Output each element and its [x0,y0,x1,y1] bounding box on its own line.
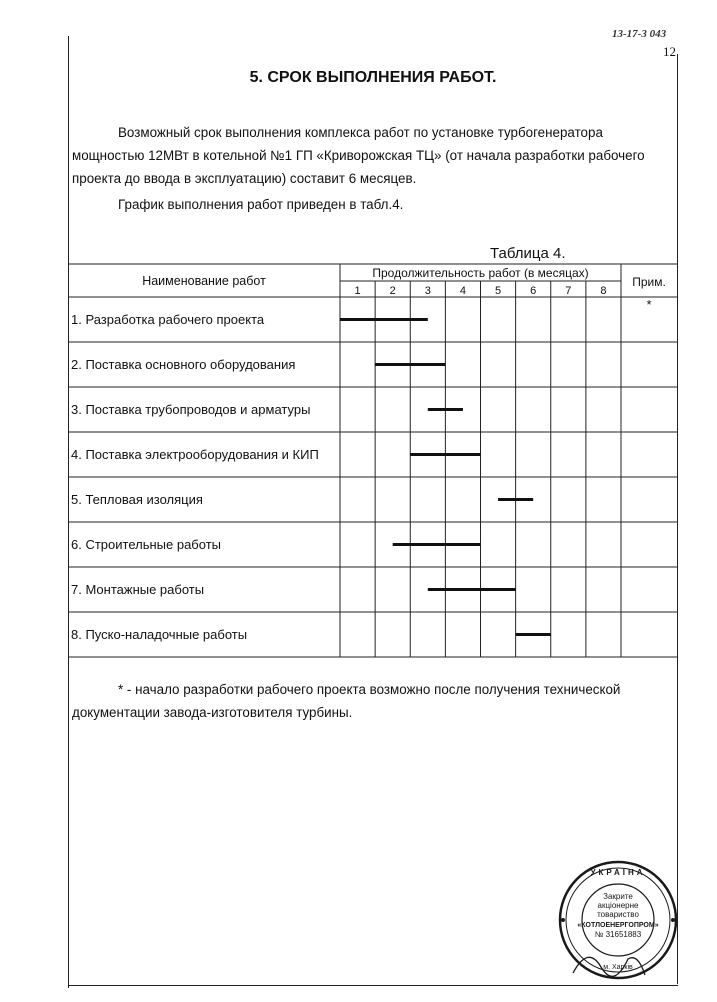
row-label: 6. Строительные работы [71,537,221,552]
month-label: 5 [495,285,502,297]
row-label: 7. Монтажные работы [71,582,205,597]
table-rows [71,297,652,642]
schedule-bar [340,318,428,321]
month-label: 7 [565,285,572,297]
schedule-bar [428,588,516,591]
header-duration: Продолжительность работ (в месяцах) [372,266,589,280]
table-row [71,537,481,552]
schedule-bar [410,453,480,456]
table-row [71,297,652,327]
schedule-bar [428,408,463,411]
table-row [71,492,533,507]
table-row [71,582,516,597]
page-number: 12 [663,44,676,59]
month-label: 6 [530,285,537,297]
schedule-bar [516,633,551,636]
row-label: 5. Тепловая изоляция [71,492,203,507]
row-note: * [646,297,652,312]
schedule-bar [375,363,445,366]
month-label: 4 [459,285,466,297]
table-row [71,447,481,462]
header-work-name: Наименование работ [142,274,266,288]
row-label: 8. Пуско-наладочные работы [71,627,248,642]
svg-text:№ 31651883: № 31651883 [594,930,642,939]
document-code: 13-17-3 043 [612,28,667,40]
month-label: 3 [424,285,431,297]
paragraph-duration: Возможный срок выполнения комплекса работ по установке турбогенератора мощностью 12МВт в котельной №1 ГП «Криворожская ТЦ» (от начала разработки рабочего проекта до ввода в эксплуатацию) составит 6 месяцев. [72,125,645,186]
row-label: 2. Поставка основного оборудования [71,357,296,372]
svg-text:акціонерне: акціонерне [597,901,639,910]
month-label: 2 [389,285,396,297]
table-row [71,357,445,372]
month-label: 8 [600,285,607,297]
month-label: 1 [354,285,361,297]
row-label: 4. Поставка электрооборудования и КИП [71,447,319,462]
svg-text:м. Харків: м. Харків [603,964,633,971]
table-caption: Таблица 4. [490,245,566,262]
paragraph-schedule-ref: График выполнения работ приведен в табл.4. [118,197,404,212]
schedule-bar [498,498,533,501]
seal-country: УКРАЇНА [590,868,646,877]
svg-text:Закрите: Закрите [603,892,633,901]
svg-text:товариство: товариство [597,910,639,919]
company-seal [553,855,683,985]
svg-text:«КОТЛОЕНЕРГОПРОМ»: «КОТЛОЕНЕРГОПРОМ» [577,922,659,929]
section-heading: 5. СРОК ВЫПОЛНЕНИЯ РАБОТ. [249,69,497,86]
table-row [71,627,551,642]
row-label: 3. Поставка трубопроводов и арматуры [71,402,311,417]
header-note: Прим. [632,275,666,289]
footnote: * - начало разработки рабочего проекта возможно после получения технической документации завода-изготовителя турбины. [72,682,621,720]
row-label: 1. Разработка рабочего проекта [71,312,265,327]
table-row [71,402,463,417]
schedule-bar [393,543,481,546]
